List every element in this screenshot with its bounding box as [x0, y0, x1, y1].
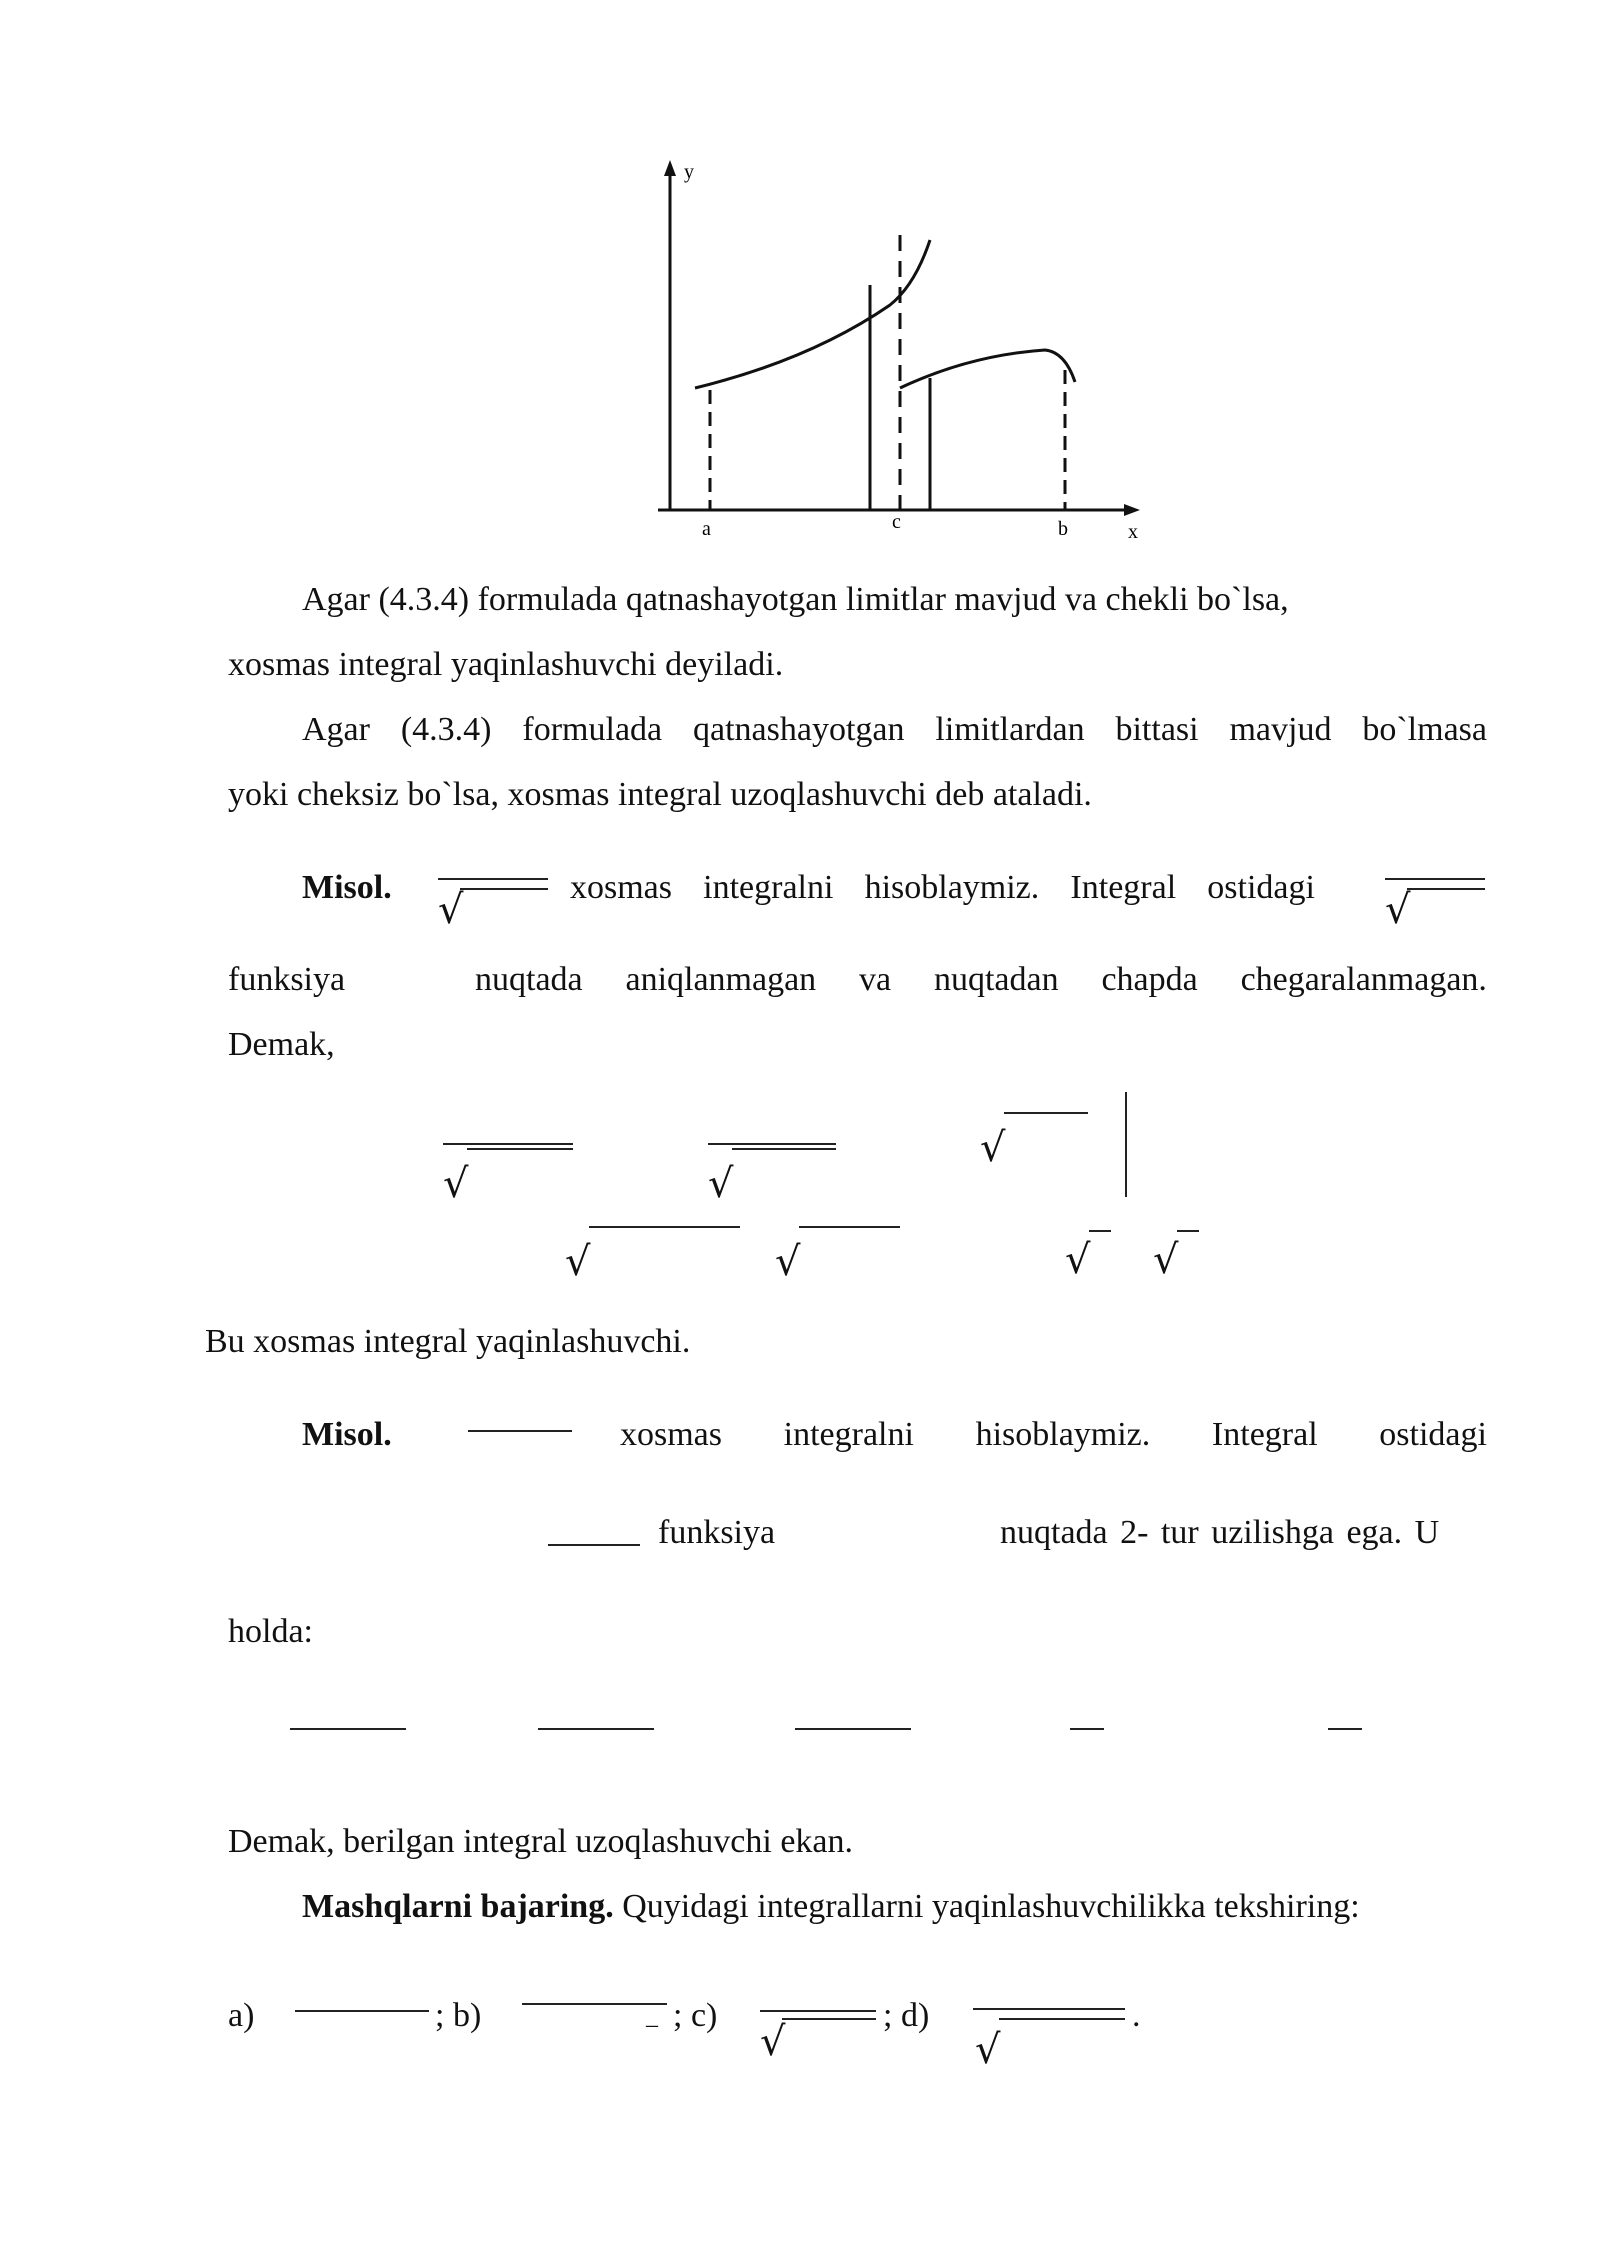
word: integralni — [703, 869, 834, 906]
paragraph-2-line-1 — [302, 710, 1487, 750]
radical-bar — [782, 2018, 876, 2020]
word: aniqlanmagan — [625, 961, 817, 998]
radical — [775, 1226, 900, 1285]
exercise-d-fraction-bar — [973, 2008, 1125, 2010]
radical-bar — [799, 1226, 900, 1228]
word: Integral — [1070, 869, 1177, 906]
word: chegaralanmagan. — [1240, 961, 1487, 998]
fraction-bar — [795, 1728, 911, 1730]
exercise-b-label: ; b) — [435, 1997, 482, 2034]
example-2-integrand-fraction-bar — [548, 1544, 640, 1546]
radical-icon: √ — [708, 1161, 734, 1207]
radical-icon: √ — [1385, 887, 1411, 933]
exercises-heading — [302, 1887, 1360, 1927]
example-1-line-2 — [475, 960, 1487, 1000]
example-2-conclusion: Demak, berilgan integral uzoqlashuvchi ekan. — [228, 1823, 853, 1860]
radical-bar — [467, 1148, 573, 1150]
radical-bar — [460, 888, 548, 890]
y-axis-label: y — [684, 161, 694, 183]
point-c-label: c — [892, 511, 901, 533]
word: Agar — [302, 711, 370, 748]
radical-icon: √ — [438, 887, 464, 933]
radical-bar — [1004, 1112, 1088, 1114]
x-axis-label: x — [1128, 521, 1138, 543]
radical — [565, 1226, 740, 1285]
radical — [980, 1112, 1105, 1171]
exercises-title: Mashqlarni bajaring. — [302, 1888, 614, 1925]
example-2-label: Misol. — [302, 1416, 392, 1453]
radical — [1153, 1230, 1203, 1283]
fraction-bar — [1070, 1728, 1104, 1730]
example-1-formula-fraction-bar — [438, 878, 548, 880]
integrand-radical — [1385, 887, 1485, 933]
paragraph-1-line-1: Agar (4.3.4) formulada qatnashayotgan limitlar mavjud va chekli bo`lsa, — [302, 581, 1289, 618]
radical-bar — [1089, 1230, 1111, 1232]
radical-icon: √ — [975, 2027, 1001, 2073]
radical-icon: √ — [1065, 1237, 1091, 1283]
right-curve — [900, 350, 1075, 388]
radical-icon: √ — [980, 1125, 1006, 1171]
example-2-funksiya: funksiya — [658, 1514, 776, 1551]
example-1-text — [570, 868, 1315, 908]
word: ostidagi — [1379, 1416, 1487, 1453]
example-2-text — [620, 1415, 1487, 1455]
evaluation-bar — [1125, 1092, 1127, 1197]
radical-icon: √ — [565, 1239, 591, 1285]
exercises-intro: Quyidagi integrallarni yaqinlashuvchilikka tekshiring: — [622, 1888, 1360, 1925]
radical-bar — [589, 1226, 740, 1228]
example-1-funksiya: funksiya — [228, 961, 346, 998]
radical — [708, 1148, 836, 1207]
left-curve — [695, 240, 930, 388]
fraction-bar — [708, 1143, 836, 1145]
y-axis-arrow — [664, 160, 676, 176]
word: va — [859, 961, 892, 998]
fraction-bar — [538, 1728, 654, 1730]
radical-bar — [1407, 888, 1485, 890]
exercise-c-radical — [760, 2018, 876, 2065]
word: chapda — [1101, 961, 1198, 998]
word: limitlardan — [935, 711, 1085, 748]
word: nuqtada — [475, 961, 583, 998]
example-2-line-2-tail: nuqtada 2- tur uzilishga ega. U — [1000, 1514, 1440, 1551]
integrand-fraction-bar — [1385, 878, 1485, 880]
point-a-label: a — [702, 518, 711, 540]
word: xosmas — [620, 1416, 722, 1453]
word: (4.3.4) — [400, 711, 492, 748]
word: xosmas — [570, 869, 672, 906]
exercise-b-minus: _ — [646, 2004, 658, 2030]
word: bittasi — [1115, 711, 1199, 748]
radical — [443, 1148, 573, 1207]
example-1-label: Misol. — [302, 869, 392, 906]
point-b-label: b — [1058, 518, 1068, 540]
exercise-d-radical — [975, 2018, 1125, 2073]
word: hisoblaymiz. — [864, 869, 1040, 906]
word: integralni — [783, 1416, 914, 1453]
example-2-holda: holda: — [228, 1613, 313, 1650]
word: nuqtadan — [933, 961, 1059, 998]
fraction-bar — [290, 1728, 406, 1730]
radical-icon: √ — [775, 1239, 801, 1285]
discontinuous-function-graph — [640, 150, 1160, 550]
example-1-formula-radical — [438, 887, 548, 933]
x-axis-arrow — [1124, 504, 1140, 516]
exercise-d-label: ; d) — [883, 1997, 930, 2034]
word: hisoblaymiz. — [975, 1416, 1151, 1453]
example-1-demak: Demak, — [228, 1026, 335, 1063]
exercise-end-period: . — [1132, 1997, 1141, 2034]
fraction-bar — [1328, 1728, 1362, 1730]
exercise-a-fraction-bar — [295, 2010, 429, 2012]
radical — [1065, 1230, 1115, 1283]
word: mavjud — [1229, 711, 1332, 748]
word: formulada — [522, 711, 663, 748]
word: ostidagi — [1207, 869, 1315, 906]
word: Integral — [1211, 1416, 1318, 1453]
fraction-bar — [443, 1143, 573, 1145]
radical-icon: √ — [760, 2019, 786, 2065]
radical-icon: √ — [443, 1161, 469, 1207]
paragraph-1-line-2: xosmas integral yaqinlashuvchi deyiladi. — [228, 646, 784, 683]
radical-icon: √ — [1153, 1237, 1179, 1283]
radical-bar — [732, 1148, 836, 1150]
paragraph-2-line-2: yoki cheksiz bo`lsa, xosmas integral uzoqlashuvchi deb ataladi. — [228, 776, 1092, 813]
example-2-formula-fraction-bar — [468, 1430, 572, 1432]
word: qatnashayotgan — [693, 711, 905, 748]
radical-bar — [999, 2018, 1125, 2020]
radical-bar — [1177, 1230, 1199, 1232]
exercise-c-label: ; c) — [673, 1997, 718, 2034]
exercise-a-label: a) — [228, 1997, 255, 2034]
exercise-c-fraction-bar — [760, 2010, 876, 2012]
word: bo`lmasa — [1362, 711, 1487, 748]
example-1-conclusion: Bu xosmas integral yaqinlashuvchi. — [205, 1323, 691, 1360]
